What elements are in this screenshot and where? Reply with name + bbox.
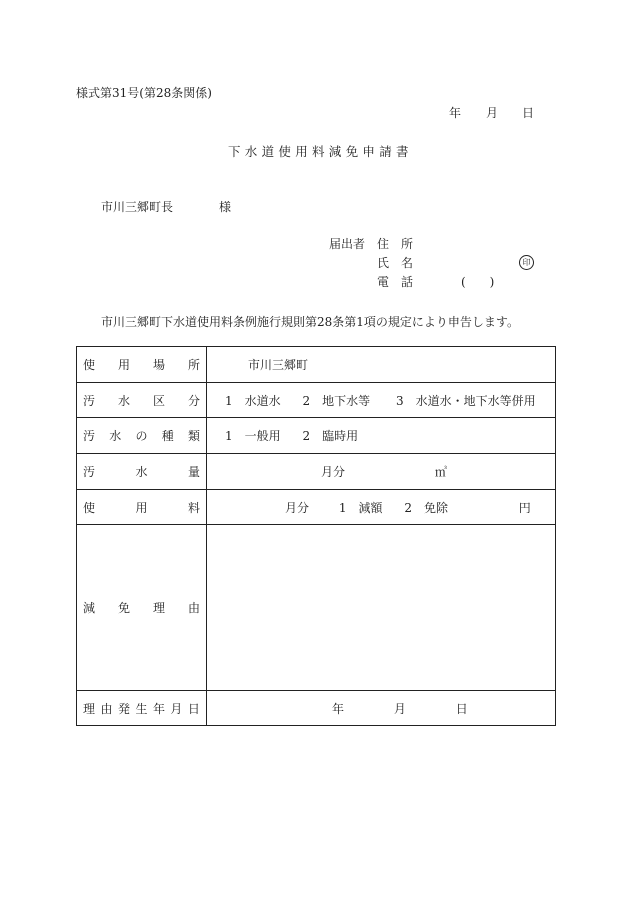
application-table bbox=[76, 346, 556, 726]
location-label-cell bbox=[77, 347, 207, 383]
location-label: 使 用 場 所 bbox=[83, 358, 200, 372]
sewage-kind-options-cell[interactable] bbox=[207, 418, 556, 454]
location-value: 市川三郷町 bbox=[248, 358, 309, 372]
applicant-phone-paren: ( ) bbox=[461, 275, 495, 289]
sewage-volume-cell[interactable] bbox=[207, 454, 556, 490]
sewage-type-option-2[interactable]: 2 地下水等 bbox=[302, 393, 371, 408]
reason-date-year: 年 bbox=[332, 701, 345, 716]
addressee-name: 市川三郷町長 bbox=[101, 200, 174, 214]
sewage-type-label: 汚 水 区 分 bbox=[83, 393, 200, 408]
sewage-type-option-3[interactable]: 3 水道水・地下水等併用 bbox=[395, 393, 536, 408]
sewage-type-option-1[interactable]: 1 水道水 bbox=[225, 393, 281, 408]
date-month-label: 月 bbox=[486, 106, 499, 120]
fee-label-cell bbox=[77, 490, 207, 525]
date-year-label: 年 bbox=[449, 106, 462, 120]
sewage-kind-option-1[interactable]: 1 一般用 bbox=[225, 429, 281, 443]
seal-mark: 印 bbox=[519, 255, 534, 270]
location-value-cell[interactable] bbox=[207, 347, 556, 383]
row-reason bbox=[77, 525, 556, 691]
fee-label: 使 用 料 bbox=[83, 500, 200, 515]
fee-cell[interactable] bbox=[207, 490, 556, 525]
sewage-volume-label-cell bbox=[77, 454, 207, 490]
reason-label: 減 免 理 由 bbox=[83, 601, 200, 615]
row-location bbox=[77, 347, 556, 383]
sewage-volume-label: 汚 水 量 bbox=[83, 465, 200, 479]
fee-option-1[interactable]: 1 減額 bbox=[338, 500, 383, 515]
fee-month-suffix: 月分 bbox=[285, 500, 310, 515]
addressee-honorific: 様 bbox=[219, 200, 232, 214]
reason-value-cell[interactable] bbox=[207, 525, 556, 691]
sewage-volume-unit: ㎥ bbox=[434, 465, 447, 479]
sewage-volume-month-suffix: 月分 bbox=[321, 465, 346, 479]
row-sewage-volume bbox=[77, 454, 556, 490]
form-number: 様式第31号(第28条関係) bbox=[76, 86, 212, 100]
sewage-kind-label: 汚 水 の 種 類 bbox=[83, 429, 200, 443]
fee-unit: 円 bbox=[518, 500, 531, 515]
reason-date-month: 月 bbox=[393, 701, 406, 716]
reason-date-day: 日 bbox=[455, 701, 468, 716]
row-reason-date bbox=[77, 691, 556, 726]
sewage-type-options-cell[interactable] bbox=[207, 383, 556, 418]
applicant-label: 届出者 bbox=[329, 237, 366, 251]
row-sewage-kind bbox=[77, 418, 556, 454]
row-fee bbox=[77, 490, 556, 525]
statement: 市川三郷町下水道使用料条例施行規則第28条第1項の規定により申告します。 bbox=[101, 315, 519, 329]
reason-date-label: 理 由 発 生 年 月 日 bbox=[83, 701, 200, 716]
form-title: 下水道使用料減免申請書 bbox=[228, 144, 413, 159]
applicant-phone-label: 電 話 bbox=[377, 275, 414, 289]
reason-label-cell bbox=[77, 525, 207, 691]
sewage-kind-option-2[interactable]: 2 臨時用 bbox=[302, 429, 359, 443]
sewage-type-label-cell bbox=[77, 383, 207, 418]
sewage-kind-label-cell bbox=[77, 418, 207, 454]
applicant-address-label: 住 所 bbox=[377, 237, 414, 251]
reason-date-cell[interactable] bbox=[207, 691, 556, 726]
reason-date-label-cell bbox=[77, 691, 207, 726]
applicant-name-label: 氏 名 bbox=[377, 256, 414, 270]
fee-option-2[interactable]: 2 免除 bbox=[404, 500, 448, 515]
row-sewage-type bbox=[77, 383, 556, 418]
date-day-label: 日 bbox=[522, 106, 535, 120]
